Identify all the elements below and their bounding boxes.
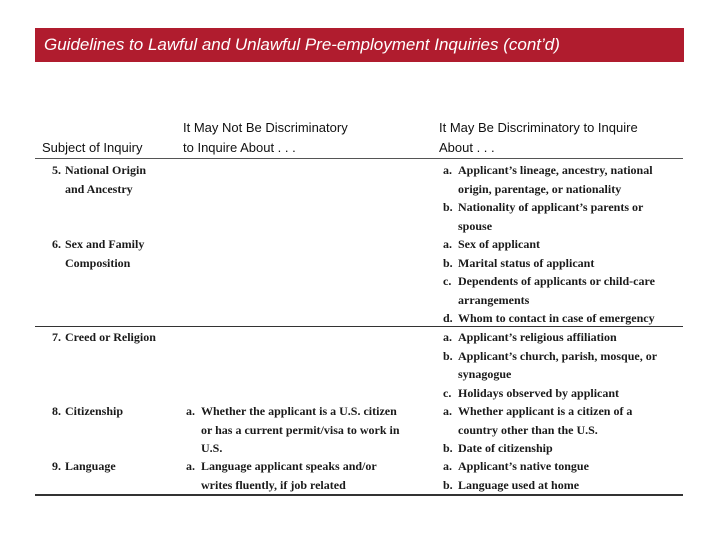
header-discriminatory-line-1: It May Be Discriminatory to Inquire <box>439 120 638 135</box>
header-discriminatory <box>439 118 638 158</box>
list-item: a. Applicant’s religious affiliation <box>443 330 617 344</box>
list-item: a. Applicant’s lineage, ancestry, national origin, parentage, or nationality <box>443 163 653 196</box>
header-subject <box>42 138 142 158</box>
list-item: b. Marital status of applicant <box>443 255 595 270</box>
row-8-lawful <box>186 402 436 458</box>
header-subject-text: Subject of Inquiry <box>42 140 143 155</box>
header-not-discriminatory-line-2: to Inquire About . . . <box>183 140 296 155</box>
header-discriminatory-line-2: About . . . <box>439 140 495 155</box>
header-rule <box>35 158 683 159</box>
row-8-unlawful <box>443 402 683 458</box>
header-not-discriminatory <box>183 118 348 158</box>
header-not-discriminatory-line-1: It May Not Be Discriminatory <box>183 120 348 135</box>
row-6-subject-line-2: Composition <box>65 255 131 270</box>
list-item: b. Nationality of applicant’s parents or spouse <box>443 200 644 233</box>
row-6-unlawful <box>443 235 683 328</box>
slide-title-bar <box>35 28 684 62</box>
row-7-number: 7. <box>52 330 61 344</box>
table-bottom-rule <box>35 494 683 496</box>
slide-title: Guidelines to Lawful and Unlawful Pre-employment Inquiries (cont’d) <box>44 35 560 54</box>
row-7-unlawful <box>443 328 683 402</box>
list-item: a. Sex of applicant <box>443 237 541 251</box>
list-item: a. Whether the applicant is a U.S. citizen or has a current permit/visa to work in U.S. <box>186 404 400 455</box>
list-item: b. Applicant’s church, parish, mosque, or synagogue <box>443 348 658 381</box>
row-5-unlawful <box>443 161 683 235</box>
row-5-subject-line-1: National Origin <box>65 163 147 177</box>
row-8-subject-line-1: Citizenship <box>65 404 124 418</box>
list-item: a. Language applicant speaks and/or writes fluently, if job related <box>186 459 377 492</box>
row-6-number: 6. <box>52 237 61 251</box>
list-item: b. Language used at home <box>443 477 580 492</box>
list-item: a. Whether applicant is a citizen of a country other than the U.S. <box>443 404 633 437</box>
row-5-subject-line-2: and Ancestry <box>65 181 133 196</box>
row-9-number: 9. <box>52 459 61 473</box>
row-6-subject-line-1: Sex and Family <box>65 237 145 251</box>
row-9-lawful <box>186 457 436 494</box>
list-item: c. Dependents of applicants or child-care arrangements <box>443 274 655 307</box>
row-8-number: 8. <box>52 404 61 418</box>
row-7-subject-line-1: Creed or Religion <box>65 330 156 344</box>
list-item: b. Date of citizenship <box>443 441 553 455</box>
row-5-number: 5. <box>52 163 61 177</box>
row-9-subject-line-1: Language <box>65 459 116 473</box>
row-9-unlawful <box>443 457 683 494</box>
list-item: d. Whom to contact in case of emergency <box>443 311 655 325</box>
list-item: c. Holidays observed by applicant <box>443 385 620 400</box>
list-item: a. Applicant’s native tongue <box>443 459 589 473</box>
